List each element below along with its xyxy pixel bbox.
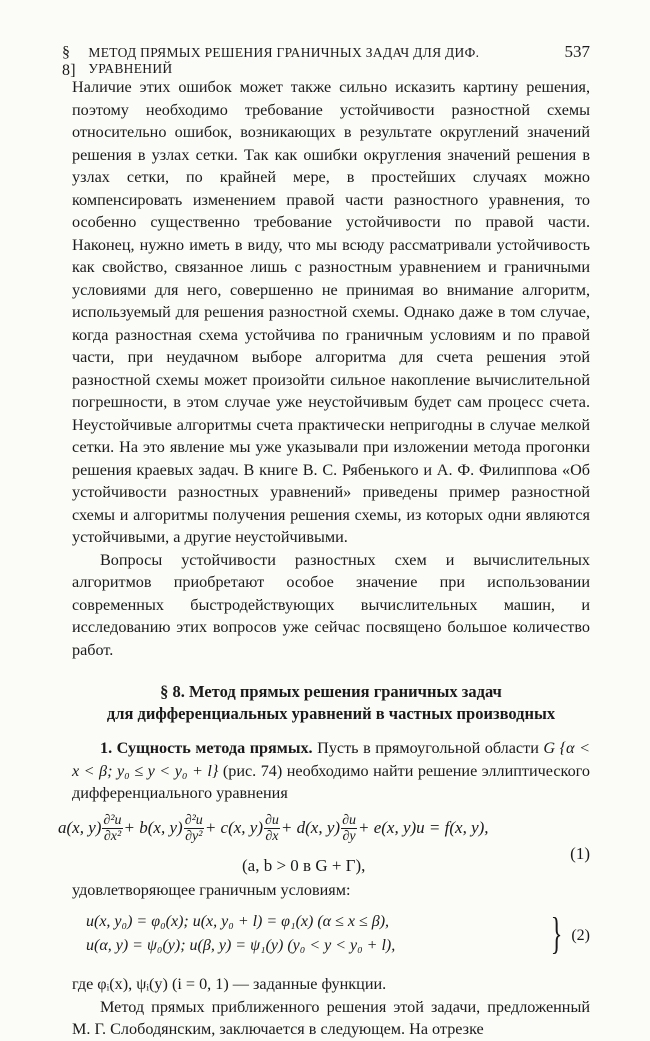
- eq1-term-a: a(x, y): [58, 817, 102, 837]
- subsection-heading: 1. Сущность метода прямых.: [100, 739, 313, 757]
- frac-den: ∂x²: [103, 828, 122, 844]
- equation-1-lhs: [58, 813, 489, 844]
- frac-den: ∂x: [265, 828, 279, 844]
- section-title: [72, 681, 590, 725]
- frac-den: ∂y: [342, 828, 356, 844]
- frac-num: ∂u: [342, 812, 356, 828]
- paragraph-stability: Наличие этих ошибок может также сильно исказить картину решения, поэтому необходимо требование устойчивости разностной схемы относительно ошибок, возникающих в результате округлений значений решения в узлах сетки. Так как ошибки округления значений решения в узлах сетки, по крайней мере, в простейших случаях можно компенсировать изменением правой части разностного уравнения, то особенно существенно требование устойчивости по правой части. Наконец, нужно иметь в виду, что мы всюду рассматривали устойчивость как свойство, связанное лишь с разностным уравнением и граничными условиями для него, совершенно не принимая во внимание алгоритм, используемый для решения разностной схемы. Однако даже в том случае, когда разностная схема устойчива по граничным условиям и по правой части, при неудачном выборе алгоритма для счета решения этой разностной схемы может произойти сильное накопление вычислительной погрешности, в этом случае уже неустойчивым будет сам процесс счета. Неустойчивые алгоритмы счета практически непригодны в случае мелкой сетки. На это явление мы уже указывали при изложении метода прогонки решения краевых задач. В книге В. С. Рябенького и А. Ф. Филиппова «Об устойчивости разностных уравнений» приведены пример разностной схемы и алгоритмы получения решения схемы, из которых одни являются устойчивыми, а другие неустойчивыми.: [72, 78, 590, 546]
- eq1-d2u-dx2: [102, 813, 122, 844]
- paragraph-algorithms: Вопросы устойчивости разностных схем и вычислительных алгоритмов приобретают особое значение при использовании современных быстродействующих вычислительных машин, и исследованию этих вопросов уже сейчас посвящено большое количество работ.: [72, 550, 590, 659]
- header-title: МЕТОД ПРЯМЫХ РЕШЕНИЯ ГРАНИЧНЫХ ЗАДАЧ ДЛЯ ДИФ. УРАВНЕНИЙ: [88, 45, 480, 76]
- running-header: [62, 42, 590, 80]
- given-functions: где φᵢ(x), ψᵢ(y) (i = 0, 1) — заданные функции.: [72, 975, 387, 993]
- equation-2-number: (2): [571, 927, 590, 944]
- section-title-line1: § 8. Метод прямых решения граничных задач: [160, 682, 502, 701]
- equation-2-line1: u(x, y₀) = φ₀(x); u(x, y₀ + l) = φ₁(x) (α ≤ x ≤ β),: [86, 913, 390, 930]
- page-body: [58, 76, 591, 1041]
- equation-1: [58, 811, 590, 879]
- eq1-term-c: + c(x, y): [204, 817, 263, 837]
- equation-2-line2: u(α, y) = ψ₀(y); u(β, y) = ψ₁(y) (y₀ < y < y₀ + l),: [86, 937, 396, 954]
- section-title-line2: для дифференциальных уравнений в частных производных: [106, 704, 556, 723]
- eq1-du-dx: [264, 813, 280, 844]
- equation-1-condition: (a, b > 0 в G + Γ),: [242, 855, 366, 875]
- eq1-term-e: + e(x, y)u = f(x, y),: [357, 817, 489, 837]
- frac-num: ∂²u: [103, 812, 122, 828]
- frac-den: ∂y²: [185, 828, 203, 844]
- equation-2-brace: }: [550, 909, 563, 958]
- boundary-intro: удовлетворяющее граничным условиям:: [72, 880, 351, 899]
- frac-num: ∂u: [265, 812, 279, 828]
- eq1-du-dy: [341, 813, 357, 844]
- equation-1-number: (1): [570, 843, 590, 863]
- eq1-term-b: + b(x, y): [123, 817, 183, 837]
- domain-definition: G {α < x < β; y₀ ≤ y < y₀ + l}: [72, 739, 590, 780]
- frac-num: ∂²u: [184, 812, 203, 828]
- subsection-intro: [72, 737, 590, 805]
- eq1-d2u-dy2: [184, 813, 204, 844]
- subsection-text-b: (рис. 74) необходимо найти решение эллиптического дифференциального уравнения: [72, 761, 591, 802]
- page-number: 537: [564, 42, 590, 61]
- header-section: § 8]: [62, 44, 76, 79]
- subsection-text-a: Пусть в прямоугольной области: [312, 739, 544, 757]
- eq1-term-d: + d(x, y): [280, 817, 341, 837]
- equation-2: [72, 909, 590, 967]
- method-description: Метод прямых приближенного решения этой задачи, предложенный М. Г. Слободянским, заключается в следующем. На отрезке: [72, 997, 590, 1038]
